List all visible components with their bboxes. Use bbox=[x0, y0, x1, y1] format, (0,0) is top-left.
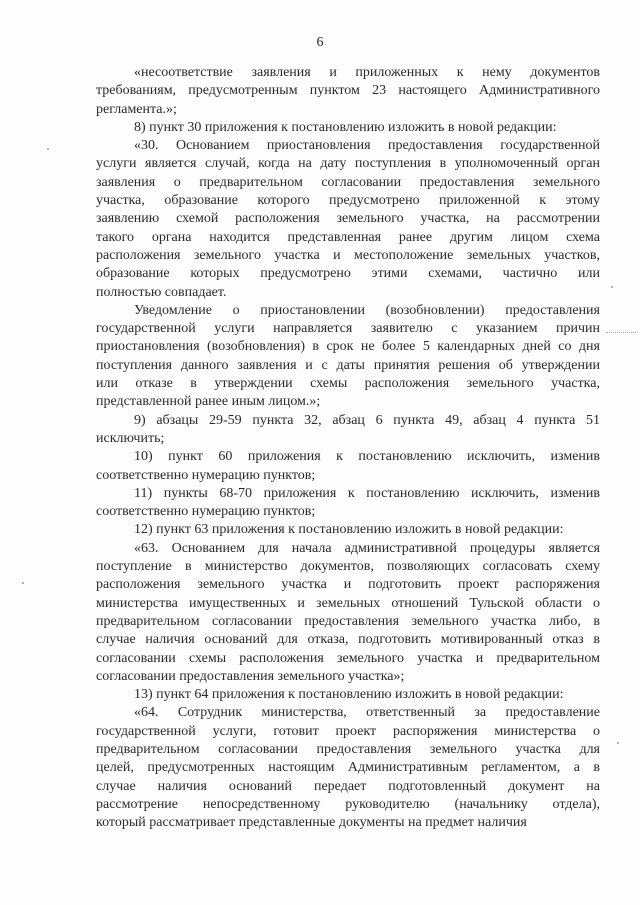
text-line: целей, предусмотренных настоящим Административным регламентом, а в bbox=[96, 760, 600, 776]
text-line: предварительном согласовании предоставления земельного участка либо, в bbox=[96, 613, 600, 629]
text-line: участка, образование которого предусмотрено приложенной к этому bbox=[96, 193, 600, 209]
text-line: такого органа находится представленная ранее другим лицом схема bbox=[96, 229, 600, 245]
text-line: 13) пункт 64 приложения к постановлению изложить в новой редакции: bbox=[134, 687, 564, 703]
paragraph bbox=[96, 137, 600, 302]
text-line: услуги является случай, когда на дату поступления в уполномоченный орган bbox=[96, 156, 600, 172]
text-line: 10) пункт 60 приложения к постановлению исключить, изменив bbox=[134, 449, 600, 465]
text-line: поступления данного заявления и с даты принятия решения об утверждении bbox=[96, 357, 600, 373]
text-line: предварительном согласовании предоставления земельного участка для bbox=[96, 741, 600, 757]
text-line: «63. Основанием для начала административной процедуры является bbox=[134, 540, 600, 556]
text-line: согласовании предоставления земельного участка»; bbox=[96, 668, 405, 684]
text-line: соответственно нумерацию пунктов; bbox=[96, 467, 316, 483]
paragraph bbox=[96, 521, 600, 539]
text-line: рассмотрение непосредственному руководителю (начальнику отдела), bbox=[96, 796, 600, 812]
text-line: регламента.»; bbox=[96, 101, 177, 117]
text-line: государственной услуги, готовит проект распоряжения министерства о bbox=[96, 723, 600, 739]
text-line: «30. Основанием приостановления предоставления государственной bbox=[134, 138, 600, 154]
scan-speck bbox=[617, 742, 619, 744]
text-line: поступление в министерство документов, позволяющих согласовать схему bbox=[96, 559, 600, 575]
text-line: «64. Сотрудник министерства, ответственный за предоставление bbox=[134, 705, 600, 721]
text-line: заявления о предварительном согласовании предоставления земельного bbox=[96, 174, 600, 190]
text-line: или отказе в утверждении схемы расположения земельного участка, bbox=[96, 376, 600, 392]
text-line: «несоответствие заявления и приложенных к нему документов bbox=[134, 65, 600, 80]
paragraph bbox=[96, 448, 600, 485]
text-line: заявлению схемой расположения земельного участка, на рассмотрении bbox=[96, 211, 600, 227]
text-line: 9) абзацы 29-59 пункта 32, абзац 6 пункта 49, абзац 4 пункта 51 bbox=[134, 412, 600, 428]
paragraph bbox=[96, 412, 600, 449]
text-line: требованиям, предусмотренным пунктом 23 настоящего Административного bbox=[96, 83, 600, 99]
text-line: случае наличия оснований передает подготовленный документ на bbox=[96, 778, 600, 794]
text-line: государственной услуги направляется заявителю с указанием причин bbox=[96, 321, 600, 337]
text-line: 11) пункты 68-70 приложения к постановлению исключить, изменив bbox=[134, 485, 600, 501]
text-line: Уведомление о приостановлении (возобновлении) предоставления bbox=[134, 302, 600, 318]
text-line: представленной ранее иным лицом.»; bbox=[96, 394, 321, 410]
paragraph bbox=[96, 686, 600, 704]
text-line: расположения земельного участка и подготовить проект распоряжения bbox=[96, 577, 600, 593]
text-line: полностью совпадает. bbox=[96, 284, 227, 300]
text-line: соответственно нумерацию пунктов; bbox=[96, 504, 316, 520]
scan-margin-marks bbox=[606, 332, 636, 333]
paragraph bbox=[96, 302, 600, 412]
text-line: расположения земельного участка и местоположение земельных участков, bbox=[96, 247, 600, 263]
text-line: согласовании схемы расположения земельного участка и предварительном bbox=[96, 650, 600, 666]
page-number: 6 bbox=[316, 35, 324, 50]
paragraph bbox=[96, 540, 600, 686]
text-line: приостановления (возобновления) в срок не более 5 календарных дней со дня bbox=[96, 339, 600, 355]
paragraph bbox=[96, 119, 600, 137]
text-line: исключить; bbox=[96, 430, 165, 446]
text-line: 12) пункт 63 приложения к постановлению изложить в новой редакции: bbox=[134, 522, 564, 538]
scan-speck bbox=[47, 148, 49, 150]
scan-speck bbox=[22, 582, 24, 584]
document-body bbox=[96, 64, 600, 832]
text-line: который рассматривает представленные документы на предмет наличия bbox=[96, 815, 527, 831]
text-line: образование которых предусмотрено этими схемами, частично или bbox=[96, 266, 600, 282]
paragraph bbox=[96, 485, 600, 522]
text-line: случае наличия оснований для отказа, подготовить мотивированный отказ в bbox=[96, 632, 600, 648]
scan-speck bbox=[611, 286, 613, 288]
text-line: 8) пункт 30 приложения к постановлению изложить в новой редакции: bbox=[134, 119, 557, 135]
text-line: министерства имущественных и земельных отношений Тульской области о bbox=[96, 595, 600, 611]
paragraph bbox=[96, 64, 600, 119]
paragraph bbox=[96, 704, 600, 832]
